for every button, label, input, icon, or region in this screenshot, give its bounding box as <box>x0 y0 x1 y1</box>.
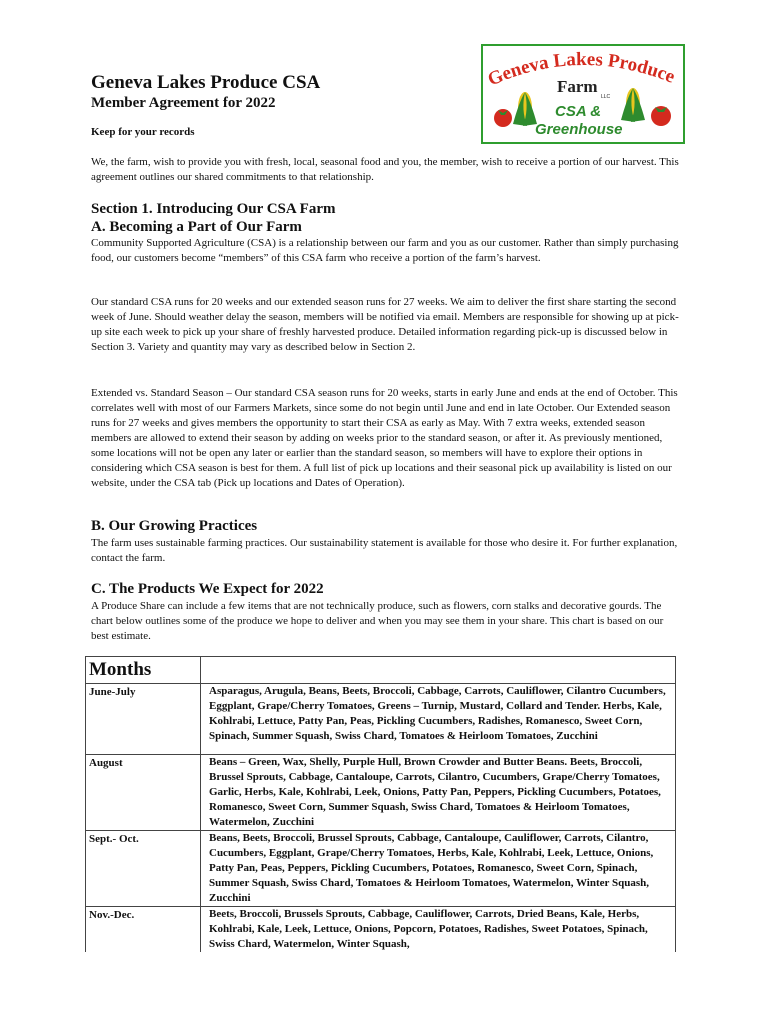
logo-arch-text: Geneva Lakes Produce <box>484 48 678 91</box>
table-row <box>86 907 676 953</box>
farm-logo-graphic <box>483 46 683 142</box>
section1b-paragraph: The farm uses sustainable farming practices. Our sustainability statement is available for those who desire it. For further explanation, contact the farm. <box>91 537 678 564</box>
table-row <box>86 755 676 831</box>
section1a-paragraph-2: Our standard CSA runs for 20 weeks and our extended season runs for 27 weeks. We aim to deliver the first share starting the second week of June. Should weather delay the season, members will be notified via email. Members are responsible for showing up at pick-up site each week to pick up your share of freshly harvested produce. Detailed information regarding pick-up is discussed below in Section 3. Variety and quantity may vary as described below in Section 2. <box>91 296 679 353</box>
logo-farm-text: Farm <box>557 77 598 96</box>
section1a-heading: A. Becoming a Part of Our Farm <box>91 219 302 235</box>
section1-heading: Section 1. Introducing Our CSA Farm <box>91 201 336 217</box>
table-header-row <box>86 657 676 684</box>
items-cell: Beans – Green, Wax, Shelly, Purple Hull, Brown Crowder and Butter Beans. Beets, Broccoli, Brussel Sprouts, Cabbage, Cantaloupe, Carrots, Cilantro, Cucumbers, Grape/Cherry Tomatoes, Garlic, Herbs, Kale, Kohlrabi, Leek, Onions, Patty Pan, Peppers, Pickling Cucumbers, Potatoes, Romanesco, Sweet Corn, Summer Squash, Swiss Chard, Tomatoes & Heirloom Tomatoes, Watermelon, Zucchini <box>201 755 676 831</box>
month-label: Nov.-Dec. <box>89 909 135 921</box>
produce-table <box>85 656 676 952</box>
items-cell: Asparagus, Arugula, Beans, Beets, Broccoli, Cabbage, Carrots, Cauliflower, Cilantro Cucumbers, Eggplant, Grape/Cherry Tomatoes, Greens – Turnip, Mustard, Collard and Tender. Herbs, Kale, Kohlrabi, Lettuce, Patty Pan, Peas, Pickling Cucumbers, Radishes, Romanesco, Sweet Corn, Spinach, Summer Squash, Swiss Chard, Tomatoes & Heirloom Tomatoes, Zucchini <box>201 684 676 755</box>
month-label: June-July <box>89 686 136 698</box>
document-title: Geneva Lakes Produce CSA <box>91 72 321 93</box>
months-header: Months <box>89 659 152 680</box>
section1a-paragraph-1: Community Supported Agriculture (CSA) is a relationship between our farm and you as our customer. Rather than simply purchasing food, our customers become “members” of this CSA farm who receive a portion of the farm’s harvest. <box>91 237 679 264</box>
section1c-paragraph: A Produce Share can include a few items that are not technically produce, such as flowers, corn stalks and decorative gourds. The chart below outlines some of the produce we hope to deliver and when you may see them in your share. This chart is based on our best estimate. <box>91 600 664 642</box>
logo-csa-text: CSA & <box>555 103 602 120</box>
keep-note: Keep for your records <box>91 126 195 138</box>
month-cell <box>86 755 201 831</box>
table-row <box>86 831 676 907</box>
document-subtitle: Member Agreement for 2022 <box>91 95 276 111</box>
months-header-cell <box>86 657 201 684</box>
section1c-heading: C. The Products We Expect for 2022 <box>91 581 324 597</box>
intro-paragraph: We, the farm, wish to provide you with fresh, local, seasonal food and you, the member, wish to receive a portion of our harvest. This agreement outlines our shared commitments to that relationship. <box>91 156 679 183</box>
section1a-paragraph-3: Extended vs. Standard Season – Our standard CSA season runs for 20 weeks, starts in early June and ends at the end of October. This correlates well with most of our Farmers Markets, since some do not begin until June and end in late October. Our Extended season runs for 27 weeks and gives members the opportunity to start their CSA as early as May. With 7 extra weeks, extended season members are allowed to extend their season by adding on weeks prior to the standard season, or after it. As previously mentioned, some locations will not be open any later or earlier than the standard season, so members will have to explore their options in considering which CSA season is best for them. A full list of pick up locations and their seasonal pick up availability is listed on our website, under the CSA tab (Pick up locations and Dates of Operation). <box>91 387 678 489</box>
month-label: Sept.- Oct. <box>89 833 139 845</box>
month-label: August <box>89 757 123 769</box>
items-header-cell <box>201 657 676 684</box>
logo-llc-text: LLC <box>601 94 611 100</box>
month-cell <box>86 684 201 755</box>
section1b-heading: B. Our Growing Practices <box>91 518 258 534</box>
farm-logo <box>481 44 685 144</box>
month-cell <box>86 907 201 953</box>
month-cell <box>86 831 201 907</box>
tomato-right-icon <box>651 106 671 126</box>
items-cell: Beets, Broccoli, Brussels Sprouts, Cabbage, Cauliflower, Carrots, Dried Beans, Kale, Herbs, Kohlrabi, Kale, Leek, Lettuce, Onions, Popcorn, Potatoes, Radishes, Sweet Potatoes, Spinach, Swiss Chard, Watermelon, Winter Squash, <box>201 907 676 953</box>
table-row <box>86 684 676 755</box>
tomato-icon <box>494 109 512 127</box>
logo-greenhouse-text: Greenhouse <box>535 121 623 138</box>
items-cell: Beans, Beets, Broccoli, Brussel Sprouts, Cabbage, Cantaloupe, Cauliflower, Carrots, Cilantro, Cucumbers, Eggplant, Grape/Cherry Tomatoes, Herbs, Kale, Kohlrabi, Leek, Lettuce, Onions, Patty Pan, Peas, Peppers, Pickling Cucumbers, Potatoes, Romanesco, Sweet Corn, Spinach, Summer Squash, Swiss Chard, Tomatoes & Heirloom Tomatoes, Watermelon, Winter Squash, Zucchini <box>201 831 676 907</box>
